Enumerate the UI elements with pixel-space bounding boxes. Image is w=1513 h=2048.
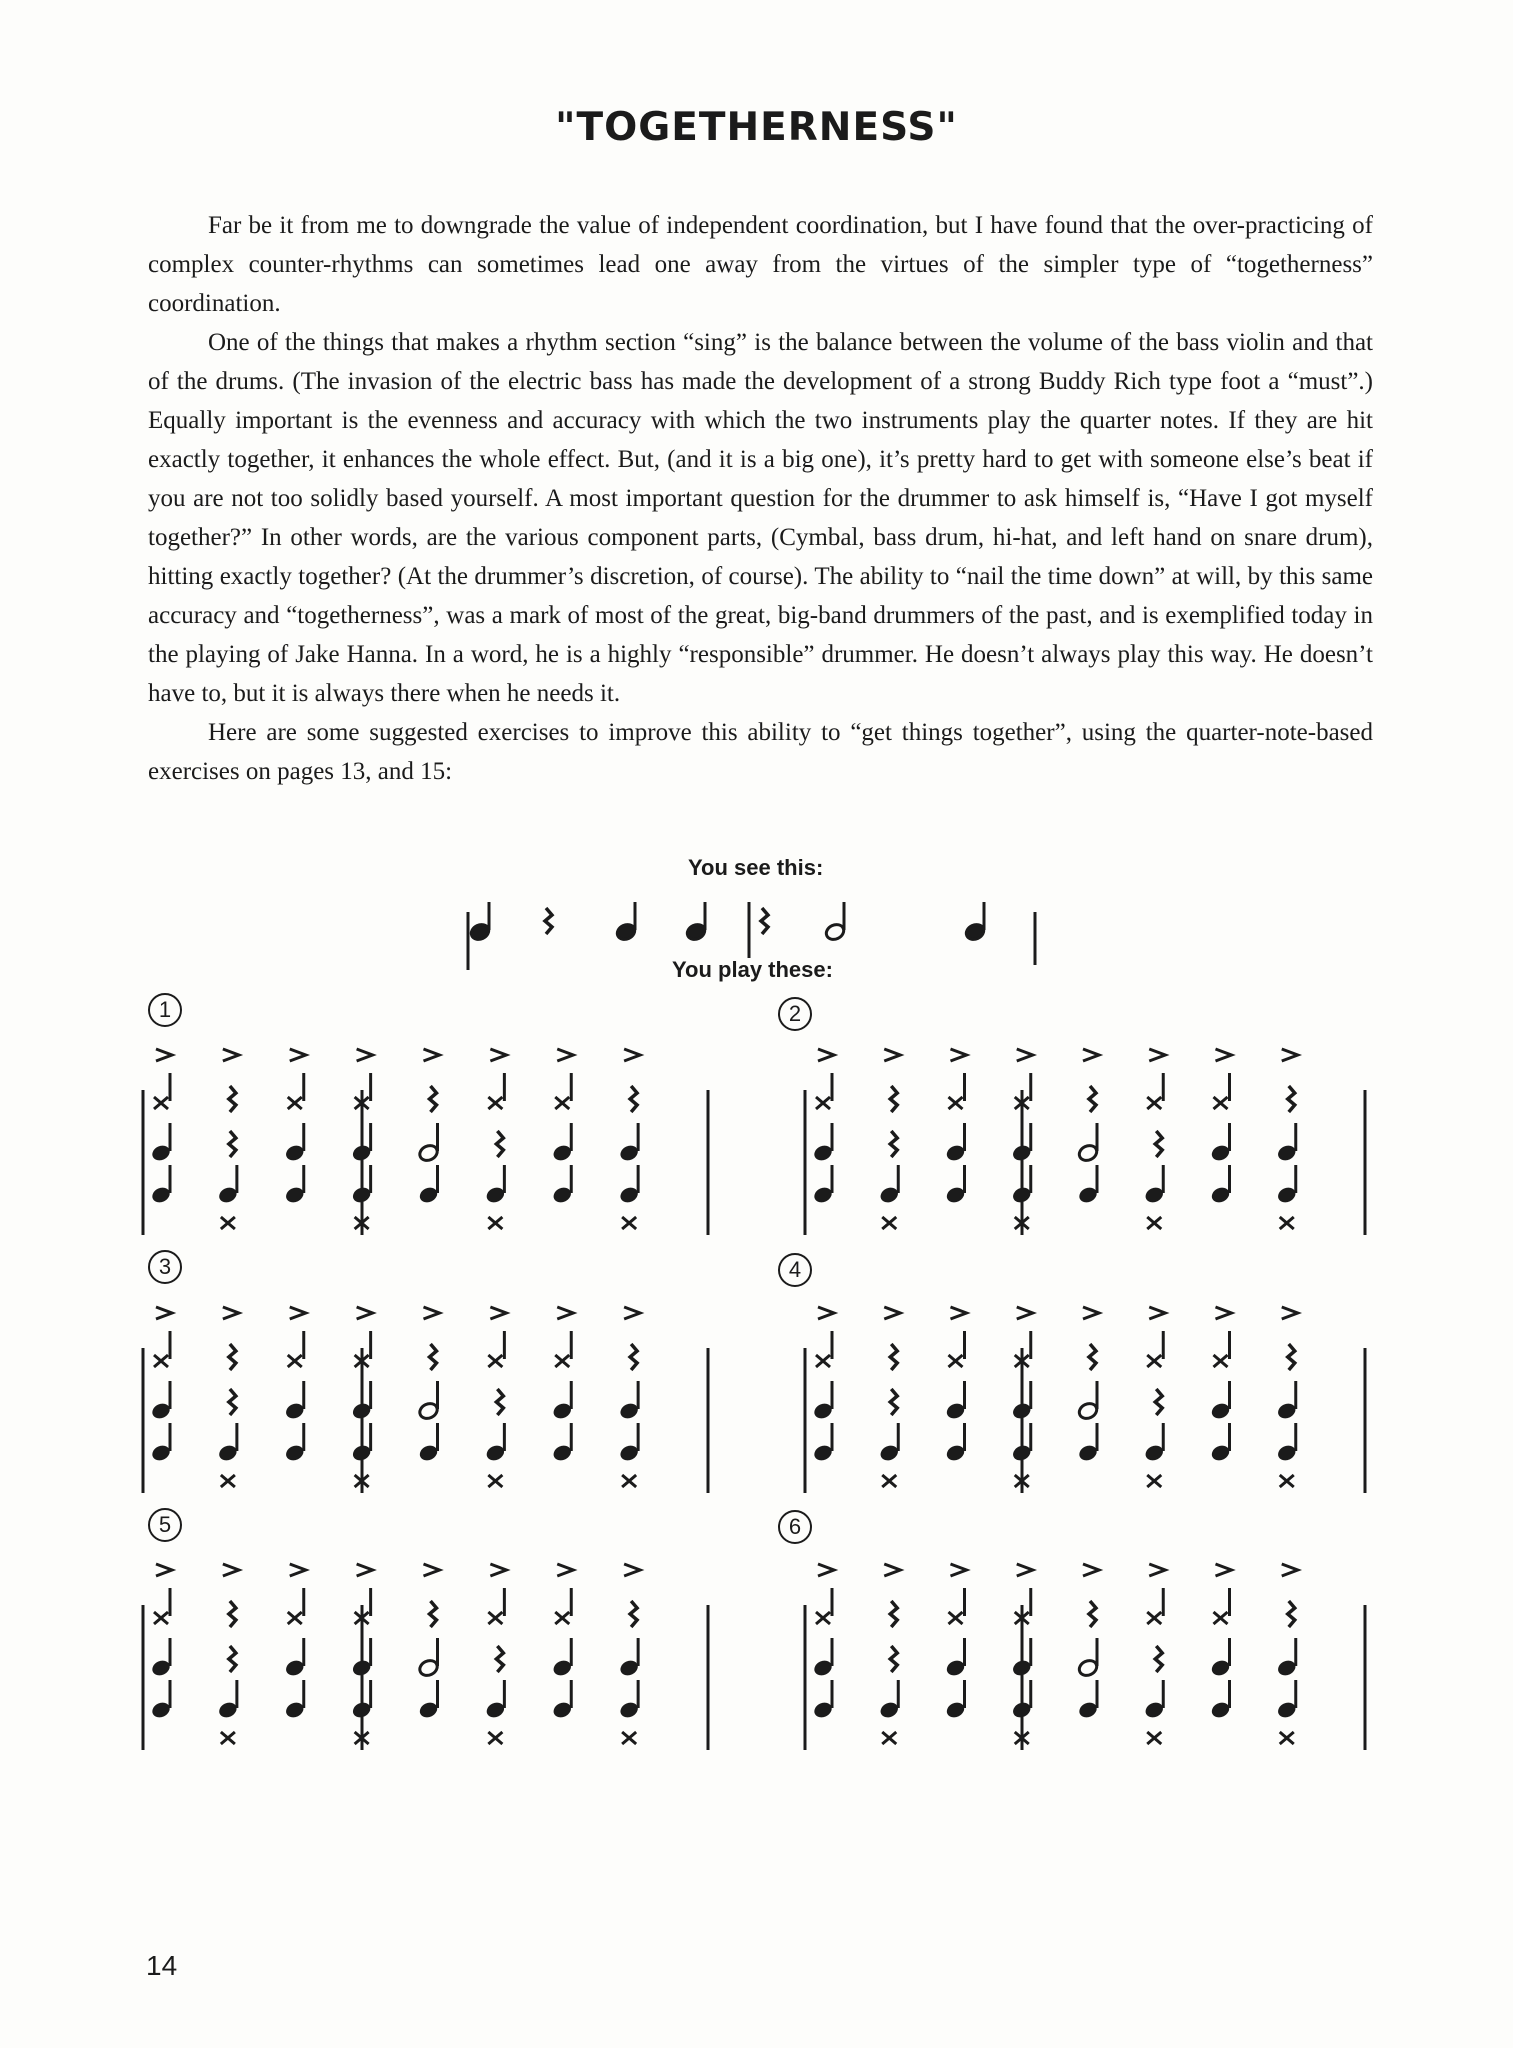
page-number: 14	[146, 1950, 178, 1981]
exercise-2-notation	[805, 1049, 1365, 1235]
exercise-2-number: 2	[778, 997, 812, 1031]
exercise-5-number: 5	[148, 1508, 182, 1542]
paragraph-2: One of the things that makes a rhythm section “sing” is the balance between the volume of the bass violin and that of the drums. (The invasion of the electric bass has made the development of a strong Buddy Rich type foot a “must”.) Equally important is the evenness and accuracy with which the two instruments play the quarter notes. If they are hit exactly together, it enhances the whole effect. But, (and it is a big one), it’s pretty hard to get with someone else’s beat if you are not too solidly based yourself. A most important question for the drummer to ask himself is, “Have I got myself together?” In other words, are the various component parts, (Cymbal, bass drum, hi-hat, and left hand on snare drum), hitting exactly together? (At the drummer’s discretion, of course). The ability to “nail the time down” at will, by this same accuracy and “togetherness”, was a mark of most of the great, big-band drummers of the past, and is exemplified today in the playing of Jake Hanna. In a word, he is a highly “responsible” drummer. He doesn’t always play this way. He doesn’t have to, but it is always there when he needs it.	[148, 329, 1373, 707]
exercise-6-notation	[805, 1564, 1365, 1750]
exercise-3-number: 3	[148, 1250, 182, 1284]
exercise-6-number: 6	[778, 1510, 812, 1544]
paragraph-1: Far be it from me to downgrade the value of independent coordination, but I have found that the over-practicing of complex counter-rhythms can sometimes lead one away from the virtues of the simpler type of “togetherness” coordination.	[148, 212, 1373, 317]
you-see-this-example	[468, 902, 1035, 970]
exercise-1-number: 1	[148, 993, 182, 1027]
you-play-these-label: You play these:	[672, 957, 833, 982]
exercise-1-notation	[143, 1049, 708, 1235]
exercise-3-notation	[143, 1307, 708, 1493]
exercise-4-notation	[805, 1307, 1365, 1493]
exercise-4-number: 4	[778, 1253, 812, 1287]
exercise-5-notation	[143, 1564, 708, 1750]
you-see-this-label: You see this:	[688, 855, 824, 880]
paragraph-3: Here are some suggested exercises to improve this ability to “get things together”, using the quarter-note-based exercises on pages 13, and 15:	[148, 719, 1373, 785]
page-title: "TOGETHERNESS"	[555, 105, 958, 150]
